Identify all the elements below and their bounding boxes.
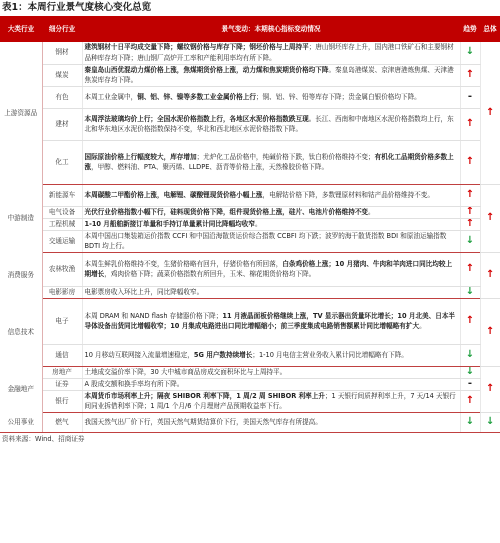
trend-flat-dash-icon: - (460, 86, 480, 108)
table-title: 表1：本周行业景气度核心变化总览 (2, 2, 152, 13)
highlight-text: 1-10 月船舶新接订单量和手持订单量累计同比降幅均收窄 (84, 219, 255, 228)
highlight-text: 本周货币市场利率上升；隔夜 SHIBOR 利率下降，1 周/2 周 SHIBOR 利率上升 (84, 391, 325, 400)
table-row (0, 298, 500, 344)
highlight-text: 国际原油价格上行幅度较大，库存增加 (84, 152, 197, 161)
highlight-text: 5G 用户数持续增长 (193, 351, 253, 360)
description-text: 本周中国出口集装箱运价指数 CCFI 和中国沿海散货运价综合指数 CCBFI 均下跌；波罗的海干散货指数 BDI 和原油运输指数 BDTI 均上行。 (84, 231, 447, 251)
description-text: A 股成交额和换手率均有所下降。 (84, 380, 184, 389)
description-cell (82, 140, 460, 184)
highlight-text: 本周浮法玻璃均价上行；全国水泥价格指数上行，各地区水泥价格指数跌互现 (84, 114, 309, 123)
table-row (0, 108, 500, 140)
description-cell (82, 64, 460, 86)
trend-up-arrow-icon: ↑ (460, 218, 480, 230)
description-text: 。 (419, 322, 426, 331)
overall-up-arrow-icon: ↑ (480, 184, 500, 252)
sub-industry-cell: 房地产 (42, 366, 82, 378)
trend-down-arrow-icon: ↓ (460, 366, 480, 378)
description-text: ；1 天银行间质押利率上升，7 天/14 天银行间同业拆借利率下降；1 周/1 个月/6 个月理财产品预期收益率下行。 (84, 391, 456, 411)
highlight-text: 有机化工品期货价格多数上涨 (84, 152, 454, 172)
description-cell (82, 378, 460, 390)
description-text: ，鸡肉价格下降；蔬菜价格指数有所回升，玉米、棉花期货价格均下降。 (104, 270, 316, 279)
overall-down-arrow-icon: ↓ (480, 413, 500, 433)
trend-down-arrow-icon: ↓ (460, 230, 480, 252)
header-overall: 总体 (480, 16, 500, 42)
sub-industry-cell: 电气设备 (42, 206, 82, 218)
sector-cell: 中游制造 (0, 184, 42, 252)
description-cell (82, 206, 460, 218)
description-text: 。秦皇岛港煤炭、京津唐港炼焦煤、天津港焦炭库存均下降。 (84, 65, 454, 85)
description-cell (82, 286, 460, 298)
table-row (0, 64, 500, 86)
table-row (0, 344, 500, 366)
header-sub: 细分行业 (42, 16, 82, 42)
sub-industry-cell: 钢材 (42, 42, 82, 64)
description-cell (82, 252, 460, 286)
description-cell (82, 344, 460, 366)
description-cell (82, 230, 460, 252)
table-row (0, 366, 500, 378)
highlight-text: 光伏行业价格指数小幅下行，硅料现货价格下降，组件现货价格上涨，硅片、电池片价格维持不变 (84, 207, 369, 216)
sector-cell: 金融地产 (0, 366, 42, 412)
sub-industry-cell: 煤炭 (42, 64, 82, 86)
description-text: 。 (368, 207, 375, 216)
description-cell (82, 218, 460, 230)
sub-industry-cell: 电子 (42, 298, 82, 344)
trend-down-arrow-icon: ↓ (460, 413, 480, 433)
trend-up-arrow-icon: ↑ (460, 140, 480, 184)
trend-up-arrow-icon: ↑ (460, 390, 480, 412)
sub-industry-cell: 交通运输 (42, 230, 82, 252)
description-text: 电影票房收入环比上升，同比降幅收窄。 (84, 288, 204, 297)
description-text: ；1-10 月电信主营业务收入累计同比增幅略有下降。 (252, 351, 408, 360)
trend-up-arrow-icon: ↑ (460, 108, 480, 140)
description-cell (82, 390, 460, 412)
highlight-text: 白条鸡价格上涨；10 月猪肉、牛肉和羊肉进口同比均较上期增长 (84, 259, 453, 279)
table-row (0, 86, 500, 108)
sub-industry-cell: 有色 (42, 86, 82, 108)
description-cell (82, 184, 460, 206)
table-row (0, 184, 500, 206)
highlight-text: 铜、铝、锌、镍等多数工业金属价格上行 (137, 92, 256, 101)
header-trend: 趋势 (460, 16, 480, 42)
table-row (0, 413, 500, 433)
sub-industry-cell: 燃气 (42, 413, 82, 433)
table-row (0, 206, 500, 218)
table-row (0, 230, 500, 252)
trend-up-arrow-icon: ↑ (460, 206, 480, 218)
sub-industry-cell: 建材 (42, 108, 82, 140)
overall-up-arrow-icon: ↑ (480, 298, 500, 366)
description-text: 土地成交溢价率下降，30 大中城市商品房成交面积环比与上周持平。 (84, 368, 287, 377)
description-text: 我国天然气出厂价下行，英国天然气期货结算价下行，美国天然气库存有所提高。 (84, 418, 322, 427)
trend-flat-dash-icon: - (460, 378, 480, 390)
description-text: 本周工业金属中， (84, 92, 138, 101)
description-text: ；尤炉化工品价格中，纯碱价格下跌，钛白粉价格维持不变； (196, 152, 375, 161)
overall-up-arrow-icon: ↑ (480, 366, 500, 412)
description-text: ；唐山钢坯库存上升，国内港口铁矿石和主要钢材品种库存均下降；唐山钢厂高炉开工率和产能利用率均有所下降。 (84, 43, 454, 62)
highlight-text: 建筑钢材十日平均成交量下降；螺纹钢价格与库存下降；钢坯价格与上周持平 (84, 43, 309, 52)
table-row (0, 252, 500, 286)
table-row (0, 286, 500, 298)
table-row (0, 378, 500, 390)
overall-up-arrow-icon: ↑ (480, 42, 500, 184)
highlight-text: 本周碳酸二甲酯价格上涨，电解锂、碳酸锂现货价格小幅上涨 (84, 190, 263, 199)
overall-up-arrow-icon: ↑ (480, 252, 500, 298)
description-cell (82, 42, 460, 64)
header-row (0, 16, 500, 42)
table-row (0, 390, 500, 412)
description-text: 。长江、西南和中南地区水泥价格指数均上行，东北和华东地区水泥价格指数保持不变，华北和西北地区水泥价格指数下降。 (84, 114, 454, 134)
description-text: ，甲醇、燃料油、PTA、聚丙烯、LLDPE、沥青等价格上涨，天然橡胶价格下降。 (91, 163, 329, 172)
trend-up-arrow-icon: ↑ (460, 298, 480, 344)
sector-cell: 上游资源品 (0, 42, 42, 184)
description-cell (82, 413, 460, 433)
trend-up-arrow-icon: ↑ (460, 184, 480, 206)
sub-industry-cell: 农林牧渔 (42, 252, 82, 286)
description-text: 10 月移动互联网接入流量增速稳定， (84, 351, 194, 360)
description-text: ，电解钴价格下降，多数锂原材料和钴产品价格维持不变。 (262, 190, 434, 199)
description-cell (82, 86, 460, 108)
description-cell (82, 366, 460, 378)
table-row (0, 140, 500, 184)
trend-down-arrow-icon: ↓ (460, 286, 480, 298)
sub-industry-cell: 通信 (42, 344, 82, 366)
trend-up-arrow-icon: ↑ (460, 64, 480, 86)
header-sector: 大类行业 (0, 16, 42, 42)
sector-cell: 公用事业 (0, 413, 42, 433)
trend-up-arrow-icon: ↑ (460, 252, 480, 286)
highlight-text: 11 月液晶面板价格继续上涨，TV 显示器出货量环比增长；10 月北美、日本半导体设备出货同比增幅收窄；10 月集成电路进出口同比增幅缩小；前三季度集成电路销售额累计同比增幅略有扩大 (84, 311, 456, 331)
sub-industry-cell: 电影影房 (42, 286, 82, 298)
sector-cell: 消费服务 (0, 252, 42, 298)
sub-industry-cell: 工程机械 (42, 218, 82, 230)
trend-down-arrow-icon: ↓ (460, 344, 480, 366)
description-text: 本周 DRAM 和 NAND flash 存储器价格下降； (84, 311, 223, 320)
trend-down-arrow-icon: ↓ (460, 42, 480, 64)
table-row (0, 42, 500, 64)
description-text: 。 (254, 219, 262, 228)
sub-industry-cell: 证券 (42, 378, 82, 390)
table-row (0, 218, 500, 230)
description-cell (82, 298, 460, 344)
description-text: ；铜、铝、锌、铅等库存下降；贵金属白银价格均下降。 (255, 92, 421, 101)
header-desc: 景气变动：本期核心指标变动情况 (82, 16, 460, 42)
sector-cell: 信息技术 (0, 298, 42, 366)
sub-industry-cell: 化工 (42, 140, 82, 184)
overview-table (0, 16, 500, 433)
table-body (0, 42, 500, 433)
source-note: 资料来源：Wind、招商证券 (2, 435, 85, 444)
highlight-text: 秦皇岛山西优混动力煤价格上涨，焦煤期货价格上涨，动力煤和焦炭期货价格均下降 (84, 65, 329, 74)
sub-industry-cell: 新能源车 (42, 184, 82, 206)
description-cell (82, 108, 460, 140)
description-text: 本周生鲜乳价格维持不变，生猪价格略有回升，仔猪价格有所回落， (84, 259, 283, 268)
sub-industry-cell: 银行 (42, 390, 82, 412)
